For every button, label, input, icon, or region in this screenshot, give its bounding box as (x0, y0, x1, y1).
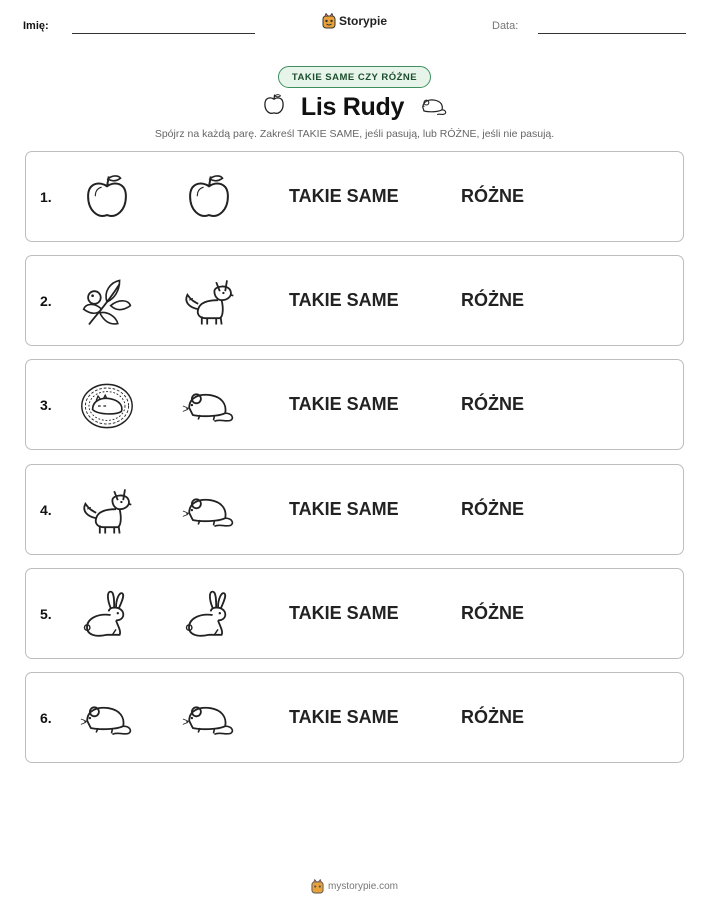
exercise-row (25, 255, 684, 346)
exercise-row (25, 464, 684, 555)
worksheet-type-badge: TAKIE SAME CZY RÓŻNE (278, 66, 431, 88)
fox-icon (182, 275, 236, 329)
mouse-icon (182, 484, 236, 538)
row-number: 1. (40, 188, 52, 205)
same-option[interactable]: TAKIE SAME (289, 707, 399, 727)
brand-name: Storypie (339, 14, 388, 28)
same-option[interactable]: TAKIE SAME (289, 499, 399, 519)
apple-icon (182, 171, 236, 225)
mouse-icon (418, 93, 448, 122)
same-option[interactable]: TAKIE SAME (289, 186, 399, 206)
exercise-row (25, 359, 684, 450)
footer-url: mystorypie.com (327, 881, 398, 892)
row-number: 6. (40, 709, 52, 726)
row-number: 3. (40, 396, 52, 413)
storypie-logo-icon (311, 879, 324, 894)
different-option[interactable]: RÓŻNE (461, 290, 524, 310)
fox-icon (80, 484, 134, 538)
row-number: 4. (40, 501, 52, 518)
storypie-logo-icon (322, 13, 336, 29)
name-label: Imię: (23, 20, 49, 32)
row-number: 2. (40, 292, 52, 309)
mouse-icon (182, 692, 236, 746)
page-title: Lis Rudy (300, 93, 405, 121)
berry-branch-icon (80, 275, 134, 329)
mouse-icon (182, 379, 236, 433)
exercise-row (25, 568, 684, 659)
date-label: Data: (492, 20, 519, 32)
same-option[interactable]: TAKIE SAME (289, 603, 399, 623)
row-number: 5. (40, 605, 52, 622)
apple-icon (80, 171, 134, 225)
fox-den-icon (80, 379, 134, 433)
different-option[interactable]: RÓŻNE (461, 707, 524, 727)
exercise-row (25, 672, 684, 763)
name-input-line[interactable] (72, 33, 255, 34)
rabbit-icon (80, 588, 134, 642)
different-option[interactable]: RÓŻNE (461, 394, 524, 414)
apple-icon (261, 92, 287, 123)
instructions: Spójrz na każdą parę. Zakreśl TAKIE SAME, jeśli pasują, lub RÓŻNE, jeśli nie pasują. (154, 128, 555, 140)
different-option[interactable]: RÓŻNE (461, 603, 524, 623)
different-option[interactable]: RÓŻNE (461, 186, 524, 206)
exercise-row (25, 151, 684, 242)
date-input-line[interactable] (538, 33, 686, 34)
mouse-icon (80, 692, 134, 746)
brand-logo (322, 13, 387, 29)
different-option[interactable]: RÓŻNE (461, 499, 524, 519)
title-row (0, 92, 709, 123)
same-option[interactable]: TAKIE SAME (289, 394, 399, 414)
footer (0, 879, 709, 894)
same-option[interactable]: TAKIE SAME (289, 290, 399, 310)
rabbit-icon (182, 588, 236, 642)
